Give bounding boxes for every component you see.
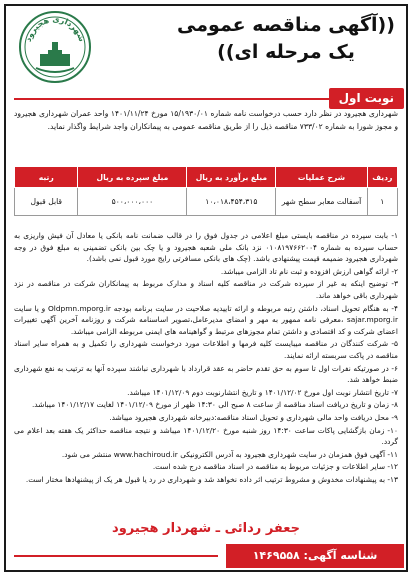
title-line-1: ((آگهی مناقصه عمومی	[177, 14, 395, 36]
condition-item: ۷- تاریخ انتشار نوبت اول مورخ ۱۴۰۱/۱۲/۰۲ و تاریخ انتشارنوبت دوم ۱۴۰۱/۱۲/۰۹ میباشد.	[127, 387, 398, 397]
title-line-2: یک مرحله ای))	[217, 41, 355, 63]
notice-page	[4, 4, 408, 572]
condition-item: ۶- در صورتیکه نفرات اول تا سوم به حق تقدم حاضر به عقد قرارداد با شهرداری نباشند سپرده آنها به ترتیب به نفع شهرداری ضبط خواهد شد.	[14, 363, 398, 385]
intro-paragraph: شهرداری هجیرود در نظر دارد حسب درخواست نامه شماره ۱۵/۱۹۳۰/۰۱ مورخ ۱۴۰۱/۱۱/۲۴ واحد عمران شهرداری هجیرود و مجوز شورا به شماره ۷۳۳/۰۲ مناقصه ذیل را از طریق مناقصه عمومی به پیمانکاران واجد شرایط واگذار نماید.	[14, 109, 398, 131]
condition-item: ۵- شرکت کنندگان در مناقصه میبایست کلیه فرمها و اطلاعات مورد درخواست شهرداری را تکمیل و به همراه سایر اسناد مناقصه در پاکت سربسته ارائه نمایند.	[14, 339, 398, 360]
notice-header	[8, 8, 404, 90]
condition-item: ۸- زمان و تاریخ دریافت اسناد مناقصه از ساعت ۸ صبح الی ۱۴:۳۰ ظهر از مورخ ۱۴۰۱/۱۲/۰۹ لغایت ۱۴۰۱/۱۲/۱۷ میباشد.	[31, 400, 398, 410]
col-header-estimate: مبلغ برآورد به ریال	[187, 167, 276, 188]
condition-item: ۲- ارائه گواهی ارزش افزوده و ثبت نام تاد الزامی میباشد.	[220, 266, 398, 276]
cell-deposit: ۵۰۰،۰۰۰،۰۰۰	[78, 188, 187, 216]
condition-item: ۱- بابت سپرده در مناقصه بایستی مبلغ اعلامی در جدول فوق را در قالب ضمانت نامه بانکی یا معادل آن فیش واریزی به حساب سپرده به شماره ۰۱۰۸۱۹۷۶۶۲۰۰۴ نزد بانک ملی شعبه هجیرود و یا چک بین بانکی تضمینی به مبلغ فوق در وجه شهرداری هجیرود ضمیمه قیمت پیشنهادی باشد. (چک های بانکی مسافرتی رایج مورد قبول نمی باشد).	[14, 231, 398, 264]
notice-title	[176, 12, 396, 66]
condition-item: ۱۲- سایر اطلاعات و جزئیات مربوط به مناقصه در اسناد مناقصه درج شده است.	[152, 462, 398, 472]
col-header-grade: رتبه	[15, 167, 78, 188]
condition-item: ۴- به هنگام تحویل اسناد، داشتن رتبه مربوطه و ارائه تاییدیه صلاحیت در سایت برنامه بودجه Oldpmn.mporg.ir و یا سایت sajar.mporg.ir ،معرفی نامه ممهور به مهر و امضای مدیرعامل،تصویر اساسنامه شرکت و روزنامه آخرین آگهی تغییرات اعضای شرکت و کد اقتصادی و داشتن تمام مجوزهای مرتبط و گواهینامه های ایمنی مربوطه الزامی میباشد.	[14, 303, 398, 336]
table-row	[15, 188, 398, 216]
condition-item: ۱۱- آگهی فوق همزمان در سایت شهرداری هجیرود به آدرس الکترونیکی www.hachiroud.ir منتشر می شود.	[61, 449, 398, 459]
cell-row-number: ۱	[367, 188, 397, 216]
divider	[14, 555, 218, 557]
condition-item: ۹- محل دریافت واحد مالی شهرداری و تحویل اسناد مناقصه:دبیرخانه شهرداری هجیرود میباشد.	[109, 412, 398, 422]
cell-operation: آسفالت معابر سطح شهر	[276, 188, 367, 216]
condition-item: ۱۳- به پیشنهادات مخدوش و مشروط ترتیب اثر داده نخواهد شد و شهرداری در رد یا قبول هر یک از پیشنهادها مختار است.	[25, 474, 398, 484]
municipality-seal-icon	[18, 10, 92, 84]
seal-text: شهرداری هجیرود	[23, 14, 87, 43]
notice-id-badge: شناسه آگهی: ۱۴۶۹۵۵۸	[226, 544, 404, 568]
col-header-row-number: ردیف	[367, 167, 397, 188]
col-header-operation: شرح عملیات	[276, 167, 367, 188]
condition-item: ۱۰- زمان بازگشایی پاکات ساعت ۱۴:۳۰ روز شنبه مورخ ۱۴۰۱/۱۲/۲۰ میباشد و نتیجه مناقصه حداکثر یک هفته بعد اعلام می گردد.	[14, 425, 398, 447]
cell-grade: قابل قبول	[15, 188, 78, 216]
col-header-deposit: مبلغ سپرده به ریال	[78, 167, 187, 188]
table-header-row	[15, 167, 398, 188]
notice-footer	[8, 518, 404, 568]
condition-item: ۳- توضیح اینکه به غیر از سپرده شرکت در مناقصه کلیه اسناد و مدارک مربوط به پیمانکاران شرکت در مناقصه در نزد شهرداری باقی خواهد ماند.	[14, 279, 398, 300]
cell-estimate: ۱۰،۰۱۸،۴۵۴،۳۱۵	[187, 188, 276, 216]
divider	[14, 98, 336, 100]
conditions-list	[14, 230, 398, 486]
mayor-signature: جعفر ردائی ـ شهردار هجیرود	[112, 521, 300, 536]
tender-table	[14, 166, 398, 216]
round-badge: نوبت اول	[329, 88, 404, 109]
